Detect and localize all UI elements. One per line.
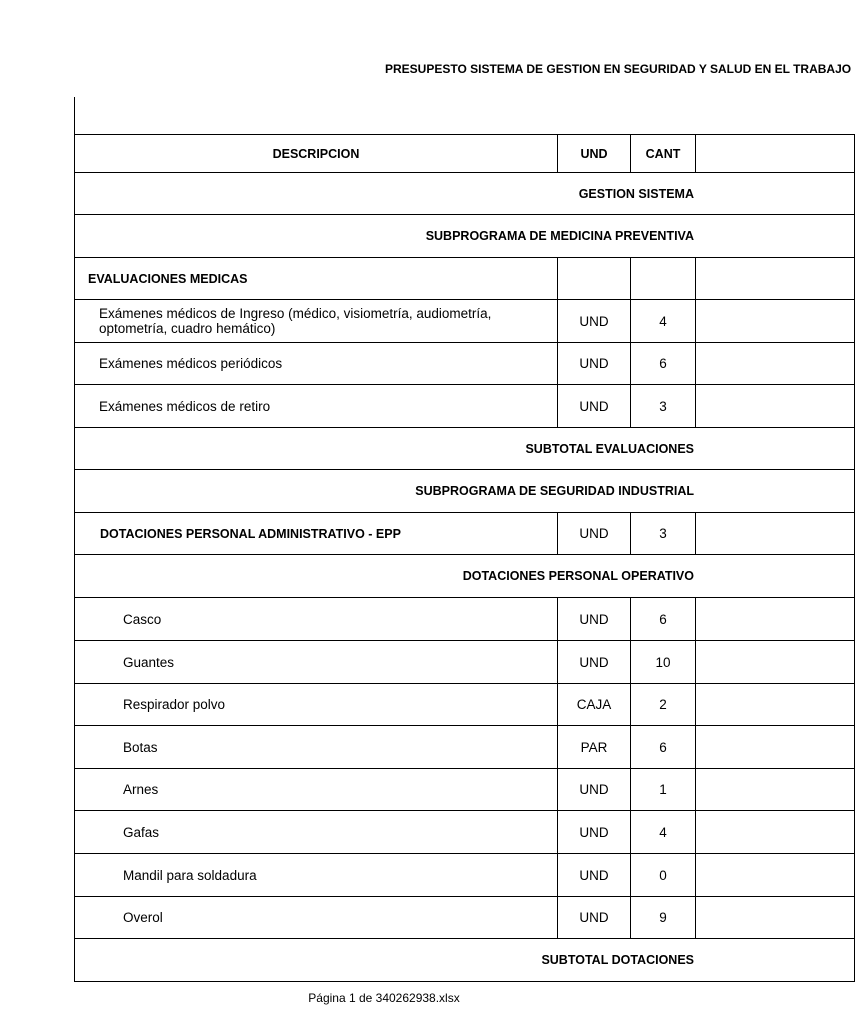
- empty-cell: [696, 343, 855, 385]
- table-row: [75, 343, 855, 385]
- row-cant: 6: [631, 343, 696, 385]
- empty-cell: [558, 258, 631, 300]
- row-und: UND: [558, 897, 631, 939]
- row-desc: Guantes: [75, 641, 558, 684]
- row-desc: DOTACIONES PERSONAL ADMINISTRATIVO - EPP: [75, 513, 558, 555]
- table-row: [75, 641, 855, 684]
- subtotal-row: [75, 939, 855, 982]
- row-und: UND: [558, 854, 631, 897]
- empty-cell: [696, 513, 855, 555]
- empty-cell: [696, 854, 855, 897]
- row-desc: Arnes: [75, 769, 558, 811]
- row-desc: Exámenes médicos de Ingreso (médico, visiometría, audiometría, optometría, cuadro hemático): [75, 300, 558, 343]
- dotaciones-operativo-cell: [75, 555, 855, 598]
- subtotal-dotaciones: SUBTOTAL DOTACIONES: [541, 953, 694, 967]
- table-row: [75, 897, 855, 939]
- row-und: UND: [558, 641, 631, 684]
- page-title: PRESUPESTO SISTEMA DE GESTION EN SEGURIDAD Y SALUD EN EL TRABAJO: [385, 62, 852, 76]
- row-cant: 6: [631, 598, 696, 641]
- table-row: [75, 300, 855, 343]
- header-descripcion: DESCRIPCION: [75, 135, 558, 173]
- empty-cell: [696, 598, 855, 641]
- row-cant: 10: [631, 641, 696, 684]
- row-und: PAR: [558, 726, 631, 769]
- empty-cell: [696, 897, 855, 939]
- subprogram-medicina-cell: [75, 215, 855, 258]
- empty-cell: [696, 769, 855, 811]
- subprogram-medicina: SUBPROGRAMA DE MEDICINA PREVENTIVA: [425, 229, 694, 243]
- group-row: [75, 258, 855, 300]
- subprogram-row: [75, 470, 855, 513]
- row-desc: Botas: [75, 726, 558, 769]
- table-row: [75, 726, 855, 769]
- dotaciones-operativo: DOTACIONES PERSONAL OPERATIVO: [462, 569, 694, 583]
- row-desc: Respirador polvo: [75, 684, 558, 726]
- table-row: [75, 385, 855, 428]
- table-row: [75, 684, 855, 726]
- header-extra: [696, 135, 855, 173]
- subtotal-evaluaciones: SUBTOTAL EVALUACIONES: [525, 441, 694, 456]
- empty-cell: [696, 300, 855, 343]
- row-cant: 9: [631, 897, 696, 939]
- empty-cell: [696, 385, 855, 428]
- row-desc: Casco: [75, 598, 558, 641]
- row-desc: Exámenes médicos periódicos: [75, 343, 558, 385]
- header-und: UND: [558, 135, 631, 173]
- group-evaluaciones: EVALUACIONES MEDICAS: [75, 258, 558, 300]
- subtotal-evaluaciones-cell: [75, 428, 855, 470]
- section-title: GESTION SISTEMA: [578, 186, 694, 201]
- subprogram-seguridad-cell: [75, 470, 855, 513]
- section-title-cell: [75, 173, 855, 215]
- row-cant: 4: [631, 811, 696, 854]
- table-row: [75, 513, 855, 555]
- row-und: UND: [558, 598, 631, 641]
- row-cant: 2: [631, 684, 696, 726]
- subtotal-dotaciones-cell: [75, 939, 855, 982]
- row-desc: Overol: [75, 897, 558, 939]
- header-row: [75, 135, 855, 173]
- subprogram-seguridad: SUBPROGRAMA DE SEGURIDAD INDUSTRIAL: [415, 484, 694, 498]
- subprogram-row: [75, 215, 855, 258]
- empty-cell: [696, 811, 855, 854]
- row-und: UND: [558, 300, 631, 343]
- page-footer: Página 1 de 340262938.xlsx: [308, 991, 460, 1005]
- row-und: CAJA: [558, 684, 631, 726]
- empty-cell: [696, 258, 855, 300]
- subtotal-row: [75, 428, 855, 470]
- row-cant: 1: [631, 769, 696, 811]
- row-und: UND: [558, 385, 631, 428]
- table-row: [75, 598, 855, 641]
- left-border-line: [74, 97, 75, 135]
- header-cant: CANT: [631, 135, 696, 173]
- row-und: UND: [558, 343, 631, 385]
- row-cant: 6: [631, 726, 696, 769]
- row-und: UND: [558, 513, 631, 555]
- row-desc: Exámenes médicos de retiro: [75, 385, 558, 428]
- group-row: [75, 555, 855, 598]
- row-und: UND: [558, 811, 631, 854]
- row-cant: 4: [631, 300, 696, 343]
- empty-cell: [696, 726, 855, 769]
- table-row: [75, 811, 855, 854]
- empty-cell: [631, 258, 696, 300]
- row-cant: 3: [631, 385, 696, 428]
- row-und: UND: [558, 769, 631, 811]
- budget-table: [74, 134, 855, 982]
- budget-sheet: [74, 134, 695, 983]
- row-desc: Gafas: [75, 811, 558, 854]
- section-row: [75, 173, 855, 215]
- table-row: [75, 854, 855, 897]
- empty-cell: [696, 684, 855, 726]
- row-desc: Mandil para soldadura: [75, 854, 558, 897]
- row-cant: 0: [631, 854, 696, 897]
- row-cant: 3: [631, 513, 696, 555]
- empty-cell: [696, 641, 855, 684]
- table-row: [75, 769, 855, 811]
